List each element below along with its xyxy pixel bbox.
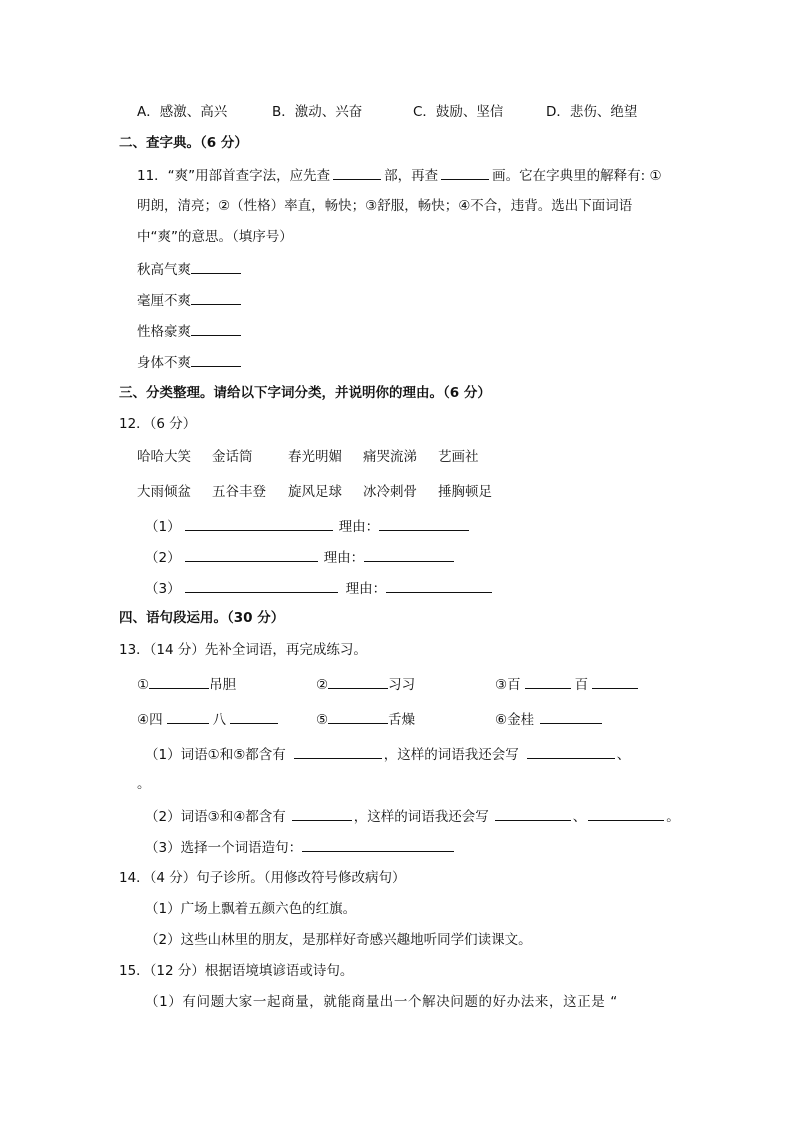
fill-suffix: 吊胆 (209, 677, 237, 693)
classify-row-2 (145, 547, 454, 567)
q11-line3: 中“爽”的意思。（填序号） (137, 229, 293, 245)
classify-group-blank[interactable] (185, 516, 333, 531)
q11-answer-blank[interactable] (191, 352, 241, 367)
example-word-blank[interactable] (495, 806, 571, 821)
q13-1-text: ，这样的词语我还会写 (383, 747, 519, 763)
fill-prefix: ④四 (137, 712, 163, 728)
fill-prefix: ③百 (495, 677, 521, 693)
fill-blank[interactable] (592, 674, 638, 689)
fill-middle: 八 (212, 712, 227, 728)
q13-1-line (145, 744, 630, 764)
classify-reason-label: 理由： (338, 519, 380, 535)
word: 冰冷刺骨 (363, 484, 417, 500)
option-c: C．鼓励、坚信 (413, 104, 504, 120)
stroke-count-blank[interactable] (441, 165, 489, 180)
fill-word-3 (495, 674, 638, 694)
classify-group-blank[interactable] (185, 578, 338, 593)
fill-blank[interactable] (230, 709, 278, 724)
fill-word-4 (137, 709, 278, 729)
q15-1: （1）有问题大家一起商量，就能商量出一个解决问题的好办法来，这正是 “ (145, 994, 618, 1010)
example-word-blank[interactable] (527, 744, 615, 759)
q11-item-4 (137, 352, 241, 372)
classify-row-1 (145, 516, 469, 536)
section4-heading: 四、语句段运用。（30 分） (119, 610, 285, 626)
fill-word-6 (495, 709, 602, 729)
q11-text-b: 部，再查 (384, 168, 439, 184)
q14-title: 14．（4 分）句子诊所。（用修改符号修改病句） (119, 870, 406, 886)
classify-number: （1） (145, 519, 181, 535)
sentence-blank[interactable] (302, 837, 454, 852)
fill-word-5 (316, 709, 415, 729)
fill-prefix: ⑤ (316, 712, 329, 728)
q13-2-text: ，这样的词语我还会写 (353, 809, 489, 825)
q13-2-separator: 、 (572, 809, 587, 825)
option-b: B．激动、兴奋 (272, 104, 363, 120)
q11-text-a: 11．“爽”用部首查字法，应先查 (137, 168, 331, 184)
fill-suffix: 习习 (388, 677, 416, 693)
q13-3-line (145, 837, 454, 857)
option-d: D．悲伤、绝望 (546, 104, 638, 120)
q11-item-label: 身体不爽 (137, 355, 191, 371)
fill-blank[interactable] (328, 674, 388, 689)
word: 捶胸顿足 (438, 484, 492, 500)
q13-3-text: （3）选择一个词语造句： (145, 840, 303, 856)
q14-1: （1）广场上飘着五颜六色的红旗。 (145, 901, 357, 917)
section3-heading: 三、分类整理。请给以下字词分类，并说明你的理由。（6 分） (119, 385, 491, 401)
word: 五谷丰登 (212, 484, 266, 500)
q13-1-text: （1）词语①和⑤都含有 (145, 747, 286, 763)
section2-heading: 二、查字典。（6 分） (119, 135, 248, 151)
classify-reason-blank[interactable] (386, 578, 492, 593)
radical-blank[interactable] (333, 165, 381, 180)
q13-2-text: （2）词语③和④都含有 (145, 809, 286, 825)
example-word-blank[interactable] (588, 806, 664, 821)
classify-reason-blank[interactable] (379, 516, 469, 531)
q11-line2: 明朗，清亮；②（性格）率直，畅快；③舒服，畅快；④不合，违背。选出下面词语 (137, 198, 633, 214)
word: 金话筒 (212, 449, 253, 465)
fill-blank[interactable] (149, 674, 209, 689)
classify-reason-blank[interactable] (364, 547, 454, 562)
q11-item-label: 秋高气爽 (137, 262, 191, 278)
word: 旋风足球 (288, 484, 342, 500)
classify-number: （2） (145, 550, 181, 566)
q13-1-separator: 、 (616, 747, 631, 763)
q15-title: 15．（12 分）根据语境填谚语或诗句。 (119, 963, 354, 979)
word: 痛哭流涕 (363, 449, 417, 465)
q13-title: 13．（14 分）先补全词语，再完成练习。 (119, 642, 367, 658)
classify-reason-label: 理由： (345, 581, 387, 597)
classify-row-3 (145, 578, 492, 598)
classify-number: （3） (145, 581, 181, 597)
word: 艺画社 (438, 449, 479, 465)
word: 哈哈大笑 (137, 449, 191, 465)
classify-reason-label: 理由： (323, 550, 365, 566)
q11-item-label: 性格豪爽 (137, 324, 191, 340)
q13-2-line (145, 806, 680, 826)
common-feature-blank[interactable] (294, 744, 382, 759)
fill-blank[interactable] (167, 709, 209, 724)
fill-prefix: ⑥金桂 (495, 712, 535, 728)
fill-blank[interactable] (540, 709, 602, 724)
q11-item-1 (137, 259, 241, 279)
fill-prefix: ② (316, 677, 329, 693)
q12-title: 12．（6 分） (119, 416, 197, 432)
q11-item-label: 毫厘不爽 (137, 293, 191, 309)
word: 春光明媚 (288, 449, 342, 465)
q11-item-3 (137, 321, 241, 341)
word: 大雨倾盆 (137, 484, 191, 500)
q13-1-period: 。 (137, 776, 151, 792)
q11-text-c: 画。它在字典里的解释有: ① (492, 168, 662, 184)
q13-2-period: 。 (666, 809, 680, 825)
fill-word-2 (316, 674, 415, 694)
fill-word-1 (137, 674, 236, 694)
q11-answer-blank[interactable] (191, 321, 241, 336)
q11-answer-blank[interactable] (191, 290, 241, 305)
q11-answer-blank[interactable] (191, 259, 241, 274)
classify-group-blank[interactable] (185, 547, 318, 562)
q14-2: （2）这些山林里的朋友，是那样好奇感兴趣地听同学们读课文。 (145, 932, 532, 948)
common-feature-blank[interactable] (292, 806, 352, 821)
fill-suffix: 舌燥 (388, 712, 416, 728)
q11-item-2 (137, 290, 241, 310)
q11-line1 (137, 165, 662, 185)
fill-blank[interactable] (525, 674, 571, 689)
fill-middle: 百 (574, 677, 589, 693)
fill-blank[interactable] (328, 709, 388, 724)
fill-prefix: ① (137, 677, 150, 693)
option-a: A．感激、高兴 (137, 104, 228, 120)
